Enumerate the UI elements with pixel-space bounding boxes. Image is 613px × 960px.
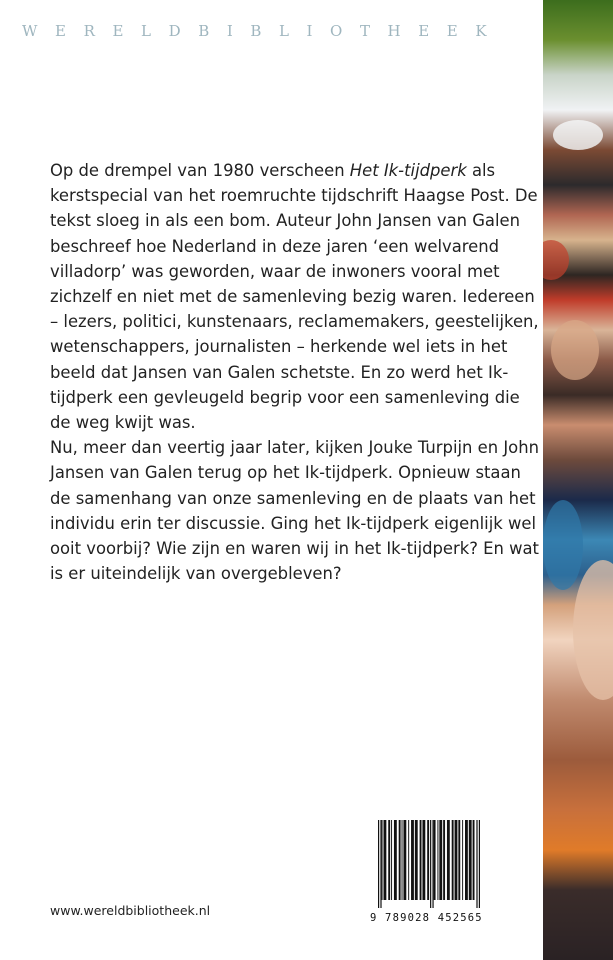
blurb-paragraph-1: Op de drempel van 1980 verscheen Het Ik-tijdperk als kerstspecial van het roemruchte tijdschrift Haagse Post. De tekst sloeg in als een bom. Auteur John Jansen van Galen beschreef hoe Nederland in deze jaren ‘een welvarend villadorp’ was geworden, waar de inwoners vooral met zichzelf en niet met de samenleving bezig waren. Iedereen – lezers, politici, kunstenaars, reclamemakers, geestelijken, wetenschappers, journalisten – herkende wel iets in het beeld dat Jansen van Galen schetste. En zo werd het Ik-tijdperk een gevleugeld begrip voor een samenleving die de weg kwijt was.: [50, 161, 539, 433]
isbn-digits: 9 789028 452565: [370, 912, 483, 924]
barcode-bars: [370, 818, 495, 910]
publisher-wordmark: WERELDBIBLIOTHEEK: [22, 22, 505, 40]
publisher-url[interactable]: www.wereldbibliotheek.nl: [50, 903, 211, 918]
cover-photo-strip: [543, 0, 613, 960]
book-title: Het Ik-tijdperk: [349, 161, 467, 180]
isbn-barcode: [370, 818, 495, 938]
back-cover-blurb: [50, 158, 540, 586]
blurb-paragraph-2: Nu, meer dan veertig jaar later, kijken Jouke Turpijn en John Jansen van Galen terug op het Ik-tijdperk. Opnieuw staan de samenhang van onze samenleving en de plaats van het individu erin ter discussie. Ging het Ik-tijdperk eigenlijk wel ooit voorbij? Wie zijn en waren wij in het Ik-tijdperk? En wat is er uiteindelijk van overgebleven?: [50, 438, 539, 584]
